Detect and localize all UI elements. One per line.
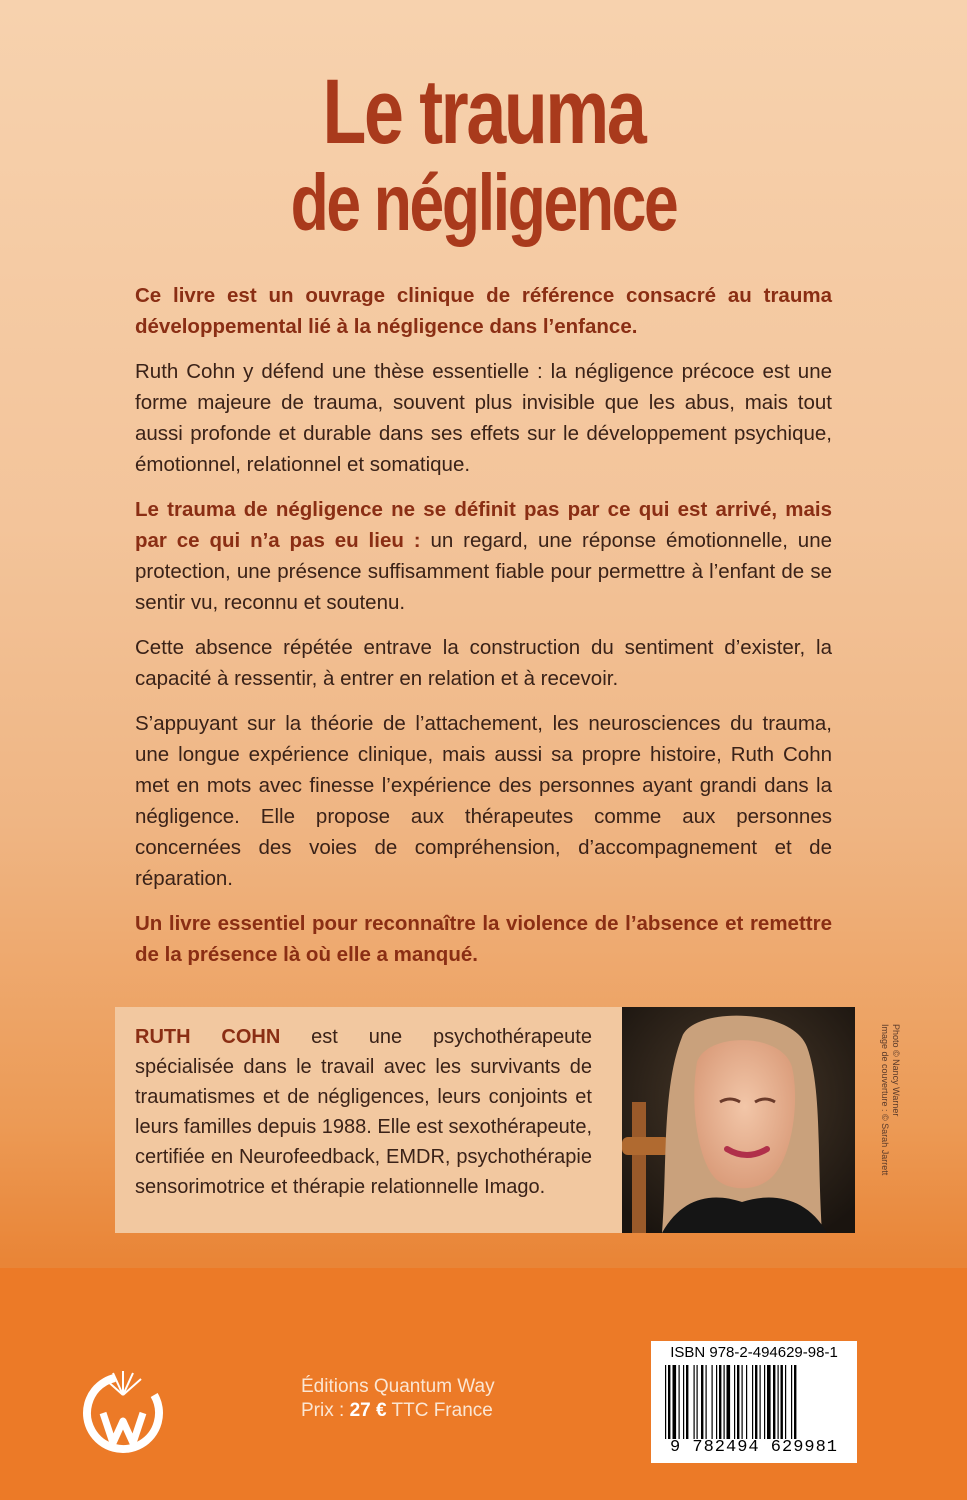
blurb [135,280,832,984]
barcode-icon [665,1365,843,1439]
publisher-logo-icon [75,1355,195,1465]
credit-cover-image: Image de couverture : © Sarah Jarrett [880,1024,890,1176]
author-name: RUTH COHN [135,1026,281,1048]
blurb-closing: Un livre essentiel pour reconnaître la violence de l’absence et remettre de la présence là où elle a manqué. [135,912,832,966]
author-photo [622,1007,855,1233]
book-title-line-1: Le trauma [322,61,645,163]
price-label: Prix : [301,1400,350,1421]
blurb-lead: Ce livre est un ouvrage clinique de référence consacré au trauma développemental lié à la négligence dans l’enfance. [135,284,832,338]
price-line [301,1399,495,1423]
blurb-paragraph-2-text: un regard, une réponse émotionnelle, une protection, une présence suffisamment fiable pour permettre à l’enfant de se sentir vu, reconnu et soutenu. [135,529,833,614]
blurb-paragraph-2 [135,494,832,618]
price-value: 27 € [349,1400,387,1421]
blurb-paragraph-3: Cette absence répétée entrave la construction du sentiment d’exister, la capacité à ressentir, à entrer en relation et à recevoir. [135,636,832,690]
publisher-info [301,1375,495,1423]
isbn-label: ISBN 978-2-494629-98-1 [670,1344,838,1361]
photo-credits [876,1024,901,1244]
barcode-digits: 9 782494 629981 [669,1438,839,1457]
price-suffix: TTC France [386,1400,493,1421]
author-bio [135,1022,592,1202]
author-bio-text: est une psychothérapeute spécialisée dans le travail avec les survivants de traumatismes et de négligences, leurs conjoints et leurs familles depuis 1988. Elle est sexothérapeute, certifiée en Neurofeedback, EMDR, psychothérapie sensorimotrice et thérapie relationnelle Imago. [135,1026,592,1198]
blurb-paragraph-2-bold: Le trauma de négligence ne se définit pas par ce qui est arrivé, mais par ce qui n’a pas eu lieu : [135,498,832,552]
credit-photo: Photo © Nancy Warner [891,1024,901,1117]
book-title-line-2: de négligence [290,158,677,247]
isbn-barcode-box [651,1341,857,1463]
blurb-paragraph-4: S’appuyant sur la théorie de l’attachement, les neurosciences du trauma, une longue expérience clinique, mais aussi sa propre histoire, Ruth Cohn met en mots avec finesse l’expérience des personnes ayant grandi dans la négligence. Elle propose aux thérapeutes comme aux personnes concernées des voies de compréhension, d’accompagnement et de réparation. [135,712,832,890]
blurb-paragraph-1: Ruth Cohn y défend une thèse essentielle : la négligence précoce est une forme majeure de trauma, souvent plus invisible que les abus, mais tout aussi profonde et durable dans ses effets sur le développement psychique, émotionnel, relationnel et somatique. [135,360,832,476]
publisher-name: Éditions Quantum Way [301,1376,495,1397]
